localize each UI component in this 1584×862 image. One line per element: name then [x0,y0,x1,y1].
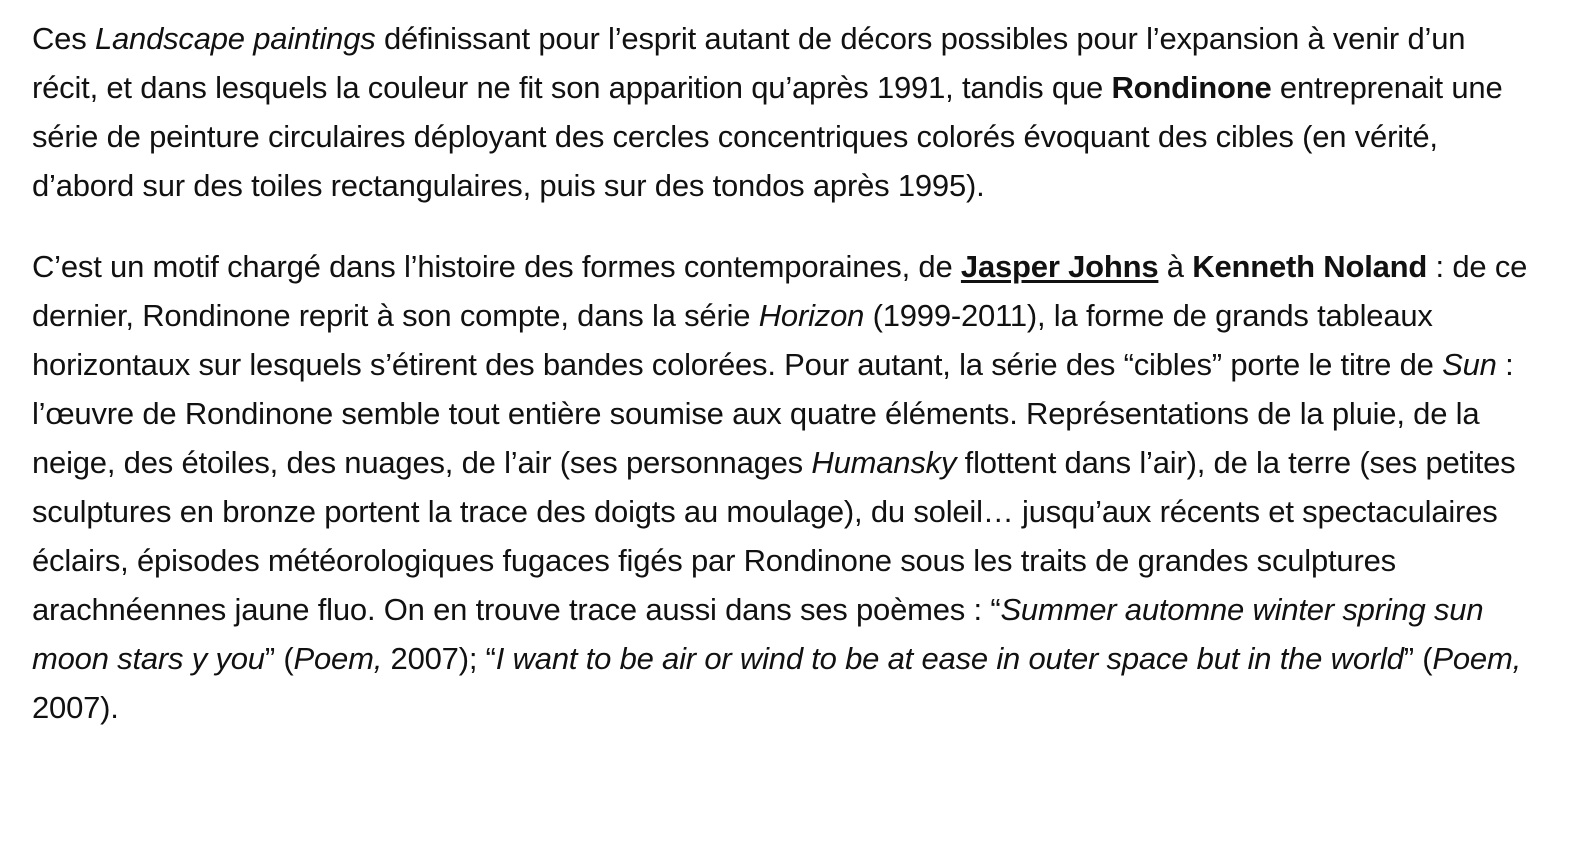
text-segment: 2007). [32,690,119,725]
text-segment: ” ( [1403,641,1433,676]
paragraph-1 [32,14,1532,210]
text-segment: C’est un motif chargé dans l’histoire des formes contemporaines, de [32,249,961,284]
italic-title-landscape-paintings: Landscape paintings [94,21,376,56]
text-segment: (1999-2011), la forme de grands tableaux horizontaux sur lesquels s’étirent des bandes colorées. Pour autant, la série des “cibles” porte le titre de [32,298,1443,382]
text-segment: 2007); “ [382,641,496,676]
italic-poem-title-1: Poem, [293,641,383,676]
text-segment: entreprenait une série de peinture circulaires déployant des cercles concentriques colorés évoquant des cibles (en vérité, d’abord sur des toiles rectangulaires, puis sur des tondos après 1995). [32,70,1503,203]
text-segment: à [1158,249,1193,284]
text-segment: définissant pour l’esprit autant de décors possibles pour l’expansion à venir d’un récit, et dans lesquels la couleur ne fit son apparition qu’après 1991, tandis que [32,21,1466,105]
link-jasper-johns[interactable]: Jasper Johns [960,249,1159,284]
italic-title-humansky: Humansky [811,445,957,480]
italic-poem-quote-1: Summer automne winter spring sun moon stars y you [32,592,1484,676]
text-segment: : de ce dernier, Rondinone reprit à son compte, dans la série [32,249,1528,333]
text-segment: flottent dans l’air), de la terre (ses petites sculptures en bronze portent la trace des doigts au moulage), du soleil… jusqu’aux récents et spectaculaires éclairs, épisodes météorologiques fugaces figés par Rondinone sous les traits de grandes sculptures arachnéennes jaune fluo. On en trouve trace aussi dans ses poèmes : “ [32,445,1516,627]
text-segment: : l’œuvre de Rondinone semble tout entière soumise aux quatre éléments. Représentations de la pluie, de la neige, des étoiles, des nuages, de l’air (ses personnages [32,347,1514,480]
artist-name-kenneth-noland: Kenneth Noland [1192,249,1428,284]
article-body [32,14,1532,732]
italic-title-horizon: Horizon [758,298,865,333]
italic-title-sun: Sun [1442,347,1497,382]
paragraph-2 [32,242,1532,732]
text-segment: ” ( [264,641,294,676]
artist-name-rondinone: Rondinone [1111,70,1272,105]
italic-poem-quote-2: I want to be air or wind to be at ease in outer space but in the world [495,641,1404,676]
italic-poem-title-2: Poem, [1432,641,1521,676]
text-segment: Ces [32,21,95,56]
